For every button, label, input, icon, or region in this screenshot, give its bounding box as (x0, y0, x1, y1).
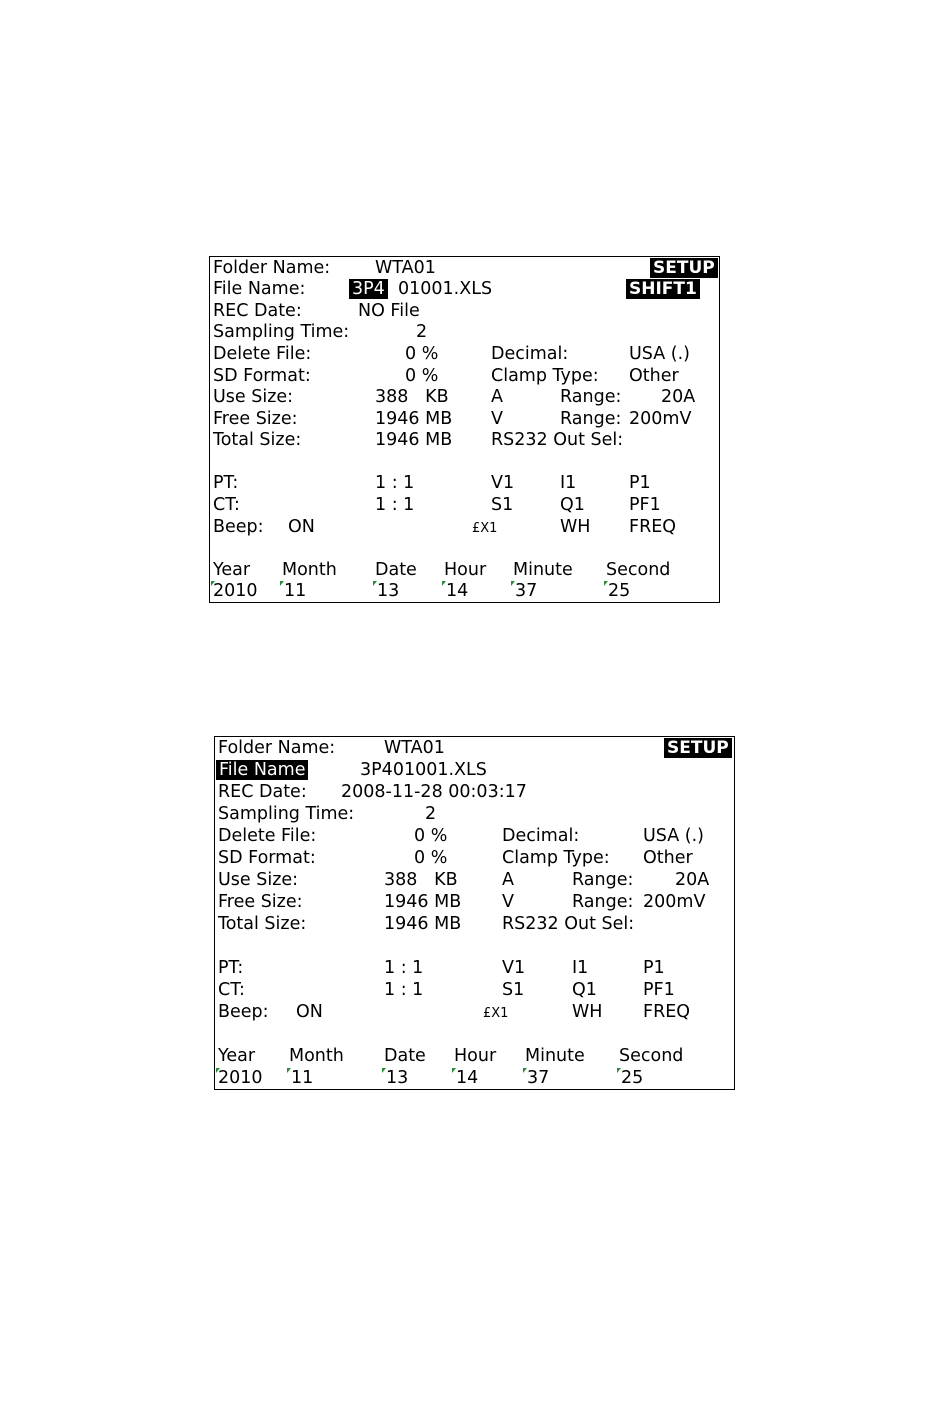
sd-format-label: SD Format: (218, 848, 316, 868)
free-size-label: Free Size: (213, 409, 298, 429)
ct-value: 1 : 1 (375, 495, 415, 515)
rec-date-value: 2008-11-28 00:03:17 (341, 782, 527, 802)
year-label: Year (218, 1046, 256, 1066)
out-x1: £X1 (472, 521, 498, 536)
sd-format-value: 0 % (405, 366, 439, 386)
voltage-v-label: V (491, 409, 503, 429)
rs232-out-label: RS232 Out Sel: (491, 430, 624, 450)
out-i1: I1 (572, 958, 589, 978)
month-label: Month (282, 560, 337, 580)
hour-value[interactable]: 14 (446, 581, 469, 601)
setup-screen-file-name (214, 736, 735, 1090)
total-size-label: Total Size: (213, 430, 302, 450)
beep-label: Beep: (213, 517, 264, 537)
out-pf1: PF1 (643, 980, 675, 1000)
clamp-type-label: Clamp Type: (502, 848, 610, 868)
free-size-label: Free Size: (218, 892, 303, 912)
pt-value: 1 : 1 (384, 958, 424, 978)
out-p1: P1 (629, 473, 651, 493)
decimal-label: Decimal: (491, 344, 569, 364)
rec-date-value: NO File (358, 301, 420, 321)
a-range-label: Range: (560, 387, 622, 407)
clamp-type-value: Other (629, 366, 679, 386)
date-value[interactable]: 13 (386, 1068, 409, 1088)
out-q1: Q1 (560, 495, 585, 515)
free-size-value: 1946 MB (384, 892, 462, 912)
folder-name-label: Folder Name: (213, 258, 331, 278)
folder-name-value: WTA01 (384, 738, 445, 758)
delete-file-label: Delete File: (213, 344, 312, 364)
out-p1: P1 (643, 958, 665, 978)
delete-file-value: 0 % (405, 344, 439, 364)
decimal-value: USA (.) (629, 344, 690, 364)
clamp-type-value: Other (643, 848, 693, 868)
v-range-label: Range: (572, 892, 634, 912)
second-label: Second (619, 1046, 684, 1066)
beep-label: Beep: (218, 1002, 269, 1022)
sampling-time-label: Sampling Time: (218, 804, 355, 824)
voltage-v-label: V (502, 892, 514, 912)
minute-label: Minute (513, 560, 573, 580)
current-a-label: A (491, 387, 503, 407)
second-value[interactable]: 25 (608, 581, 631, 601)
month-value[interactable]: 11 (284, 581, 307, 601)
year-label: Year (213, 560, 251, 580)
current-a-label: A (502, 870, 514, 890)
total-size-value: 1946 MB (384, 914, 462, 934)
out-s1: S1 (491, 495, 514, 515)
date-label: Date (375, 560, 417, 580)
ct-label: CT: (218, 980, 245, 1000)
beep-value: ON (288, 517, 315, 537)
folder-name-value: WTA01 (375, 258, 436, 278)
setup-badge: SETUP (664, 738, 732, 758)
file-prefix-selected[interactable]: 3P4 (349, 279, 388, 299)
month-label: Month (289, 1046, 344, 1066)
decimal-value: USA (.) (643, 826, 704, 846)
out-pf1: PF1 (629, 495, 661, 515)
use-size-label: Use Size: (218, 870, 299, 890)
setup-screen-shift1 (209, 256, 720, 603)
hour-label: Hour (454, 1046, 497, 1066)
v-range-value: 200mV (629, 409, 692, 429)
out-x1: £X1 (483, 1006, 509, 1021)
use-size-value: 388 KB (375, 387, 449, 407)
clamp-type-label: Clamp Type: (491, 366, 599, 386)
out-freq: FREQ (643, 1002, 691, 1022)
v-range-label: Range: (560, 409, 622, 429)
rs232-out-label: RS232 Out Sel: (502, 914, 635, 934)
minute-label: Minute (525, 1046, 585, 1066)
second-value[interactable]: 25 (621, 1068, 644, 1088)
delete-file-value: 0 % (414, 826, 448, 846)
out-s1: S1 (502, 980, 525, 1000)
v-range-value: 200mV (643, 892, 706, 912)
rec-date-label: REC Date: (213, 301, 302, 321)
minute-value[interactable]: 37 (527, 1068, 550, 1088)
beep-value: ON (296, 1002, 323, 1022)
out-v1: V1 (491, 473, 515, 493)
sampling-time-value: 2 (425, 804, 437, 824)
file-name-selected[interactable]: File Name (216, 760, 308, 780)
hour-value[interactable]: 14 (456, 1068, 479, 1088)
date-label: Date (384, 1046, 426, 1066)
setup-badge: SETUP (650, 258, 718, 278)
ct-label: CT: (213, 495, 240, 515)
total-size-value: 1946 MB (375, 430, 453, 450)
ct-value: 1 : 1 (384, 980, 424, 1000)
date-value[interactable]: 13 (377, 581, 400, 601)
out-freq: FREQ (629, 517, 677, 537)
free-size-value: 1946 MB (375, 409, 453, 429)
second-label: Second (606, 560, 671, 580)
minute-value[interactable]: 37 (515, 581, 538, 601)
file-name-value: 3P401001.XLS (360, 760, 487, 780)
sd-format-label: SD Format: (213, 366, 311, 386)
out-wh: WH (560, 517, 591, 537)
file-name-suffix: 01001.XLS (398, 279, 493, 299)
sampling-time-label: Sampling Time: (213, 322, 350, 342)
folder-name-label: Folder Name: (218, 738, 336, 758)
out-i1: I1 (560, 473, 577, 493)
out-q1: Q1 (572, 980, 597, 1000)
year-value[interactable]: 2010 (218, 1068, 263, 1088)
rec-date-label: REC Date: (218, 782, 307, 802)
a-range-value: 20A (661, 387, 696, 407)
sampling-time-value: 2 (416, 322, 428, 342)
pt-label: PT: (213, 473, 239, 493)
year-value[interactable]: 2010 (213, 581, 258, 601)
a-range-value: 20A (675, 870, 710, 890)
month-value[interactable]: 11 (291, 1068, 314, 1088)
total-size-label: Total Size: (218, 914, 307, 934)
a-range-label: Range: (572, 870, 634, 890)
sd-format-value: 0 % (414, 848, 448, 868)
hour-label: Hour (444, 560, 487, 580)
decimal-label: Decimal: (502, 826, 580, 846)
pt-label: PT: (218, 958, 244, 978)
use-size-value: 388 KB (384, 870, 458, 890)
file-name-label: File Name: (213, 279, 306, 299)
pt-value: 1 : 1 (375, 473, 415, 493)
delete-file-label: Delete File: (218, 826, 317, 846)
out-v1: V1 (502, 958, 526, 978)
use-size-label: Use Size: (213, 387, 294, 407)
shift1-badge: SHIFT1 (626, 279, 700, 299)
out-wh: WH (572, 1002, 603, 1022)
